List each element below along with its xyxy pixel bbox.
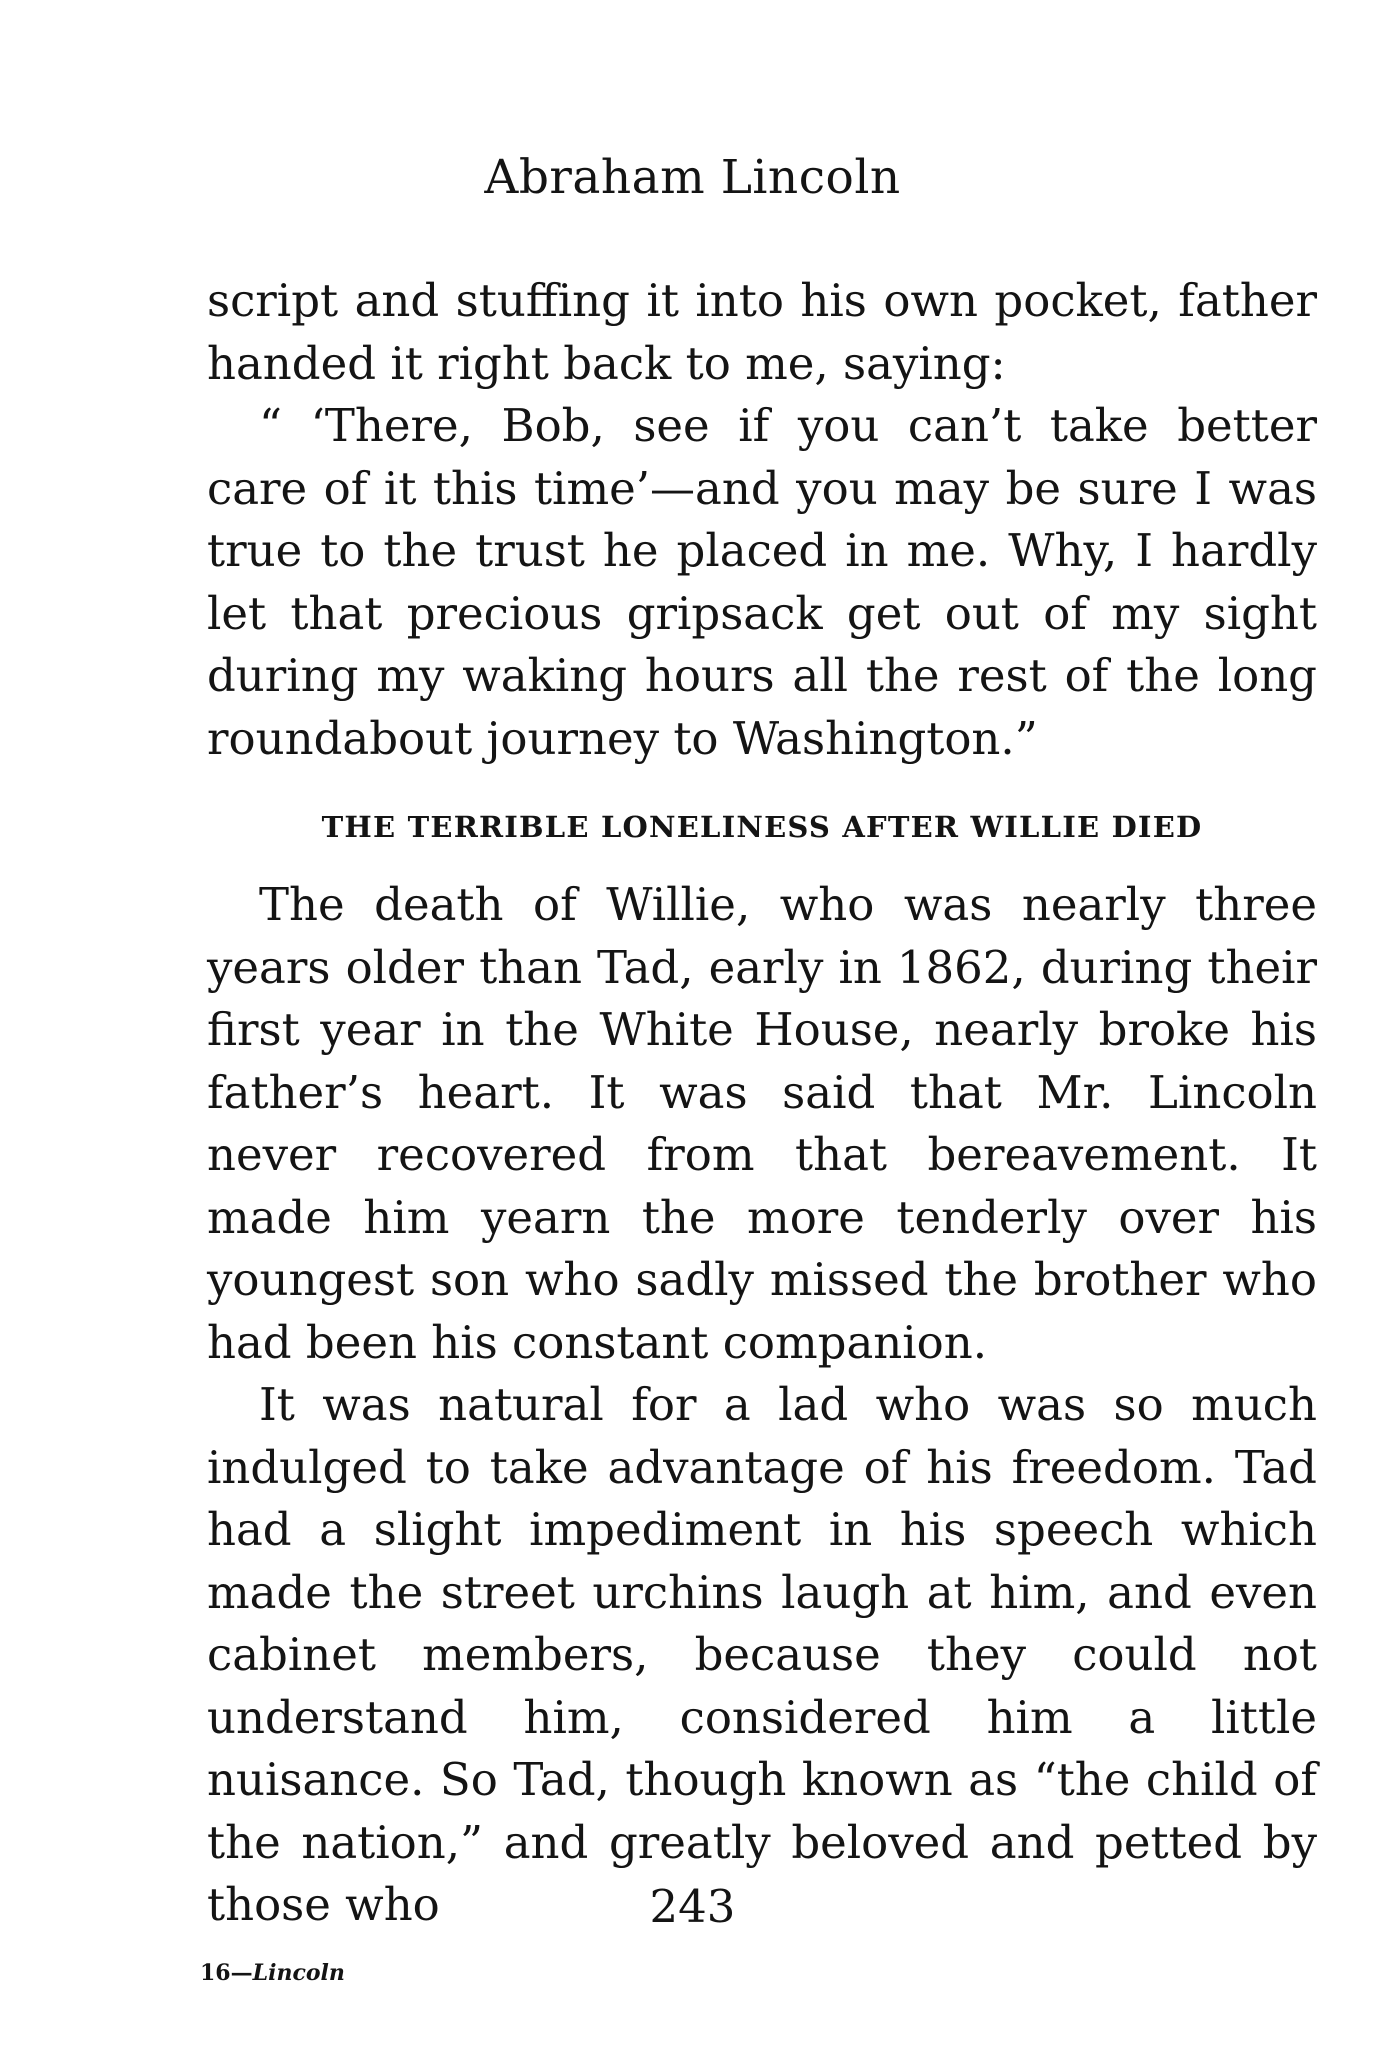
signature-word: Lincoln — [252, 1960, 345, 1986]
paragraph-1: script and stuffing it into his own pocket, father handed it right back to me, saying: — [207, 274, 1317, 390]
text-block — [207, 270, 1317, 1937]
paragraph-4: It was natural for a lad who was so much indulged to take advantage of his freedom. Tad had a slight impediment in his speech which made the street urchins laugh at him, and even cabinet members, because they could not understand him, considered him a little nuisance. So Tad, though known as “the child of the nation,” and greatly beloved and petted by those who — [207, 1378, 1317, 1931]
section-heading: THE TERRIBLE LONELINESS AFTER WILLIE DIED — [321, 810, 1203, 844]
paragraph-2: “ ‘There, Bob, see if you can’t take better care of it this time’—and you may be sure I was true to the trust he placed in me. Why, I hardly let that precious gripsack get out of my sight during my waking hours all the rest of the long roundabout journey to Washington.” — [207, 399, 1317, 765]
page-number: 243 — [649, 1880, 736, 1933]
signature-mark — [200, 1960, 345, 1986]
paragraph-3: The death of Willie, who was nearly three years older than Tad, early in 1862, during their first year in the White House, nearly broke his father’s heart. It was said that Mr. Lincoln never recovered from that bereavement. It made him yearn the more tenderly over his youngest son who sadly missed the brother who had been his constant companion. — [207, 878, 1317, 1369]
signature-number: 16— — [200, 1960, 253, 1986]
running-head: Abraham Lincoln — [484, 150, 901, 205]
